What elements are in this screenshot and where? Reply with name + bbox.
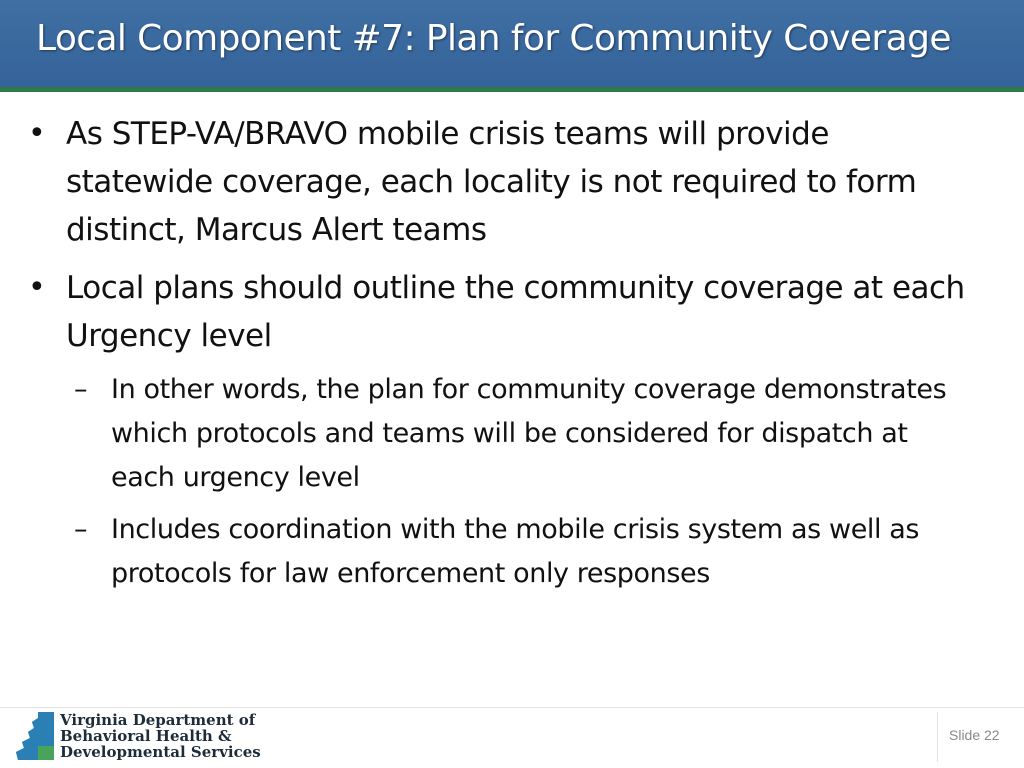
sub-bullet-text: Includes coordination with the mobile crisis system as well as protocols for law enforcement only responses [111, 514, 920, 589]
bullet-marker: • [28, 116, 46, 151]
organization-name-line: Virginia Department of [60, 711, 256, 729]
footer-divider [0, 707, 1024, 708]
bullet-text: Local plans should outline the community coverage at each Urgency level [66, 270, 965, 354]
organization-name-line: Behavioral Health & [60, 727, 232, 745]
bullet-item [20, 110, 980, 254]
bullet-text: As STEP-VA/BRAVO mobile crisis teams will provide statewide coverage, each locality is not required to form distinct, Marcus Alert teams [66, 116, 917, 248]
sub-bullet-marker: – [74, 514, 88, 545]
sub-bullet-item [74, 508, 954, 596]
sub-bullet-item [74, 368, 954, 500]
sub-bullet-text: In other words, the plan for community coverage demonstrates which protocols and teams will be considered for dispatch at each urgency level [111, 374, 947, 493]
slide-title: Local Component #7: Plan for Community Coverage [36, 18, 951, 59]
sub-bullet-marker: – [74, 374, 88, 405]
footer-vertical-divider [937, 712, 938, 762]
slide-number: Slide 22 [949, 727, 1000, 743]
title-bar [0, 0, 1024, 87]
accent-rule [0, 87, 1024, 92]
bullet-marker: • [28, 270, 46, 305]
dbhds-logo-icon [8, 712, 54, 760]
organization-name-line: Developmental Services [60, 743, 261, 761]
bullet-item [20, 264, 980, 360]
organization-name [60, 712, 261, 760]
